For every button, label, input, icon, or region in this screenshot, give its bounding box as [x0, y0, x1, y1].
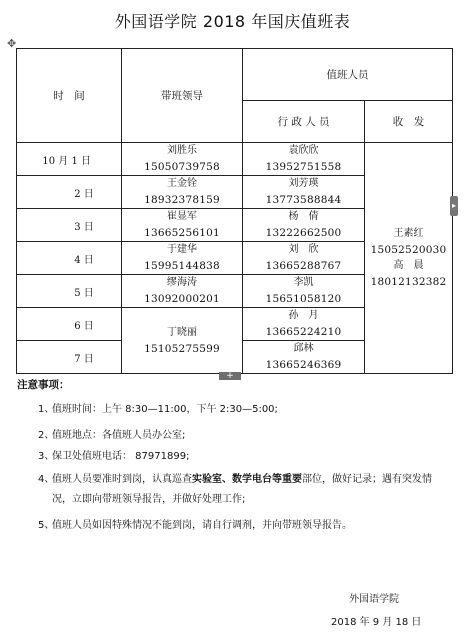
signature-org: 外国语学院: [349, 594, 399, 605]
note-text: [52, 470, 447, 510]
date-cell: 5 日: [17, 275, 122, 308]
note-text: 保卫处值班电话： 87971899;: [52, 451, 190, 462]
note-number: 5、: [38, 520, 55, 531]
admin-cell: [243, 275, 365, 308]
note-text: 值班人员如因特殊情况不能到岗，请自行调剂，并向带班领导报告。: [52, 520, 352, 531]
admin-name: 袁欣欣: [288, 145, 319, 156]
admin-phone: 13665288767: [265, 260, 342, 272]
leader-phone: 15105275599: [144, 342, 220, 355]
admin-cell: [243, 176, 365, 209]
admin-name: 孙 月: [288, 310, 319, 321]
reception-name-1: 王素红: [393, 228, 424, 239]
header-leader: 带班领导: [122, 49, 243, 143]
admin-name: 邱林: [293, 343, 314, 354]
date-cell: 4 日: [17, 242, 122, 275]
leader-phone: 13665256101: [144, 227, 220, 239]
leader-name: 丁晓丽: [167, 326, 197, 338]
note-item: [38, 447, 447, 467]
table-resize-handle-icon[interactable]: ▸: [450, 196, 458, 216]
leader-phone: 18932378159: [144, 194, 220, 206]
admin-cell: [243, 341, 365, 374]
note-item: [38, 470, 447, 510]
date-cell: 6 日: [17, 308, 122, 341]
admin-phone: 13222662500: [265, 227, 342, 239]
reception-phone-2: 18012132382: [370, 276, 447, 288]
header-time: 时 间: [17, 49, 122, 143]
header-duty-staff: 值班人员: [243, 49, 453, 101]
leader-name: 刘胜乐: [167, 145, 197, 156]
date-cell: 7 日: [17, 341, 122, 374]
duty-table: [16, 48, 453, 374]
leader-phone: 13092000201: [144, 293, 220, 305]
note-text: 值班时间：上午 8:30—11:00，下午 2:30—5:00;: [52, 404, 278, 415]
leader-phone: 15050739758: [144, 161, 220, 173]
add-row-icon[interactable]: +: [219, 372, 241, 380]
leader-cell: [122, 275, 243, 308]
admin-cell: [243, 209, 365, 242]
date-cell: 10 月 1 日: [17, 143, 122, 176]
note-number: 1、: [38, 404, 55, 415]
note-item: [38, 426, 447, 446]
admin-cell: [243, 242, 365, 275]
date-cell: 3 日: [17, 209, 122, 242]
notes-title: 注意事项：: [17, 379, 70, 391]
note-text-part: 值班人员要准时到岗，认真巡查: [52, 474, 192, 485]
admin-cell: [243, 143, 365, 176]
note-number: 3、: [38, 451, 55, 462]
header-admin-staff: 行 政 人 员: [243, 101, 365, 143]
reception-name-2: 高 晨: [393, 260, 424, 271]
note-number: 2、: [38, 430, 55, 441]
reception-cell: [365, 143, 453, 374]
admin-phone: 13952751558: [265, 161, 342, 173]
leader-cell: [122, 242, 243, 275]
leader-name: 于建华: [167, 244, 197, 255]
leader-cell: [122, 209, 243, 242]
note-item: [38, 516, 447, 536]
leader-cell-shared: [122, 308, 243, 374]
admin-phone: 13773588844: [265, 194, 342, 206]
leader-name: 崔显军: [167, 211, 197, 222]
leader-phone: 15995144838: [144, 260, 220, 272]
table-move-icon[interactable]: ✥: [7, 37, 17, 50]
admin-phone: 15651058120: [265, 293, 342, 305]
page-title: 外国语学院 2018 年国庆值班表: [114, 12, 351, 31]
admin-name: 李凯: [293, 277, 314, 288]
note-text: 值班地点：各值班人员办公室;: [52, 430, 186, 441]
header-reception: 收 发: [365, 101, 453, 143]
note-number: 4、: [38, 474, 55, 485]
admin-phone: 13665246369: [265, 359, 342, 371]
note-item: [38, 400, 447, 420]
table-row: [17, 143, 453, 176]
admin-name: 刘 欣: [288, 244, 319, 255]
leader-cell: [122, 176, 243, 209]
leader-cell: [122, 143, 243, 176]
admin-name: 杨 倩: [288, 211, 319, 222]
admin-name: 刘芳瑛: [288, 178, 319, 189]
leader-name: 王金铨: [167, 178, 197, 189]
signature-date: 2018 年 9 月 18 日: [331, 617, 422, 628]
admin-cell: [243, 308, 365, 341]
note-text-part: 部位，做好记录；遇有突发情况，立即向带班领导报告，并做好处理工作;: [52, 474, 432, 505]
note-text-bold: 实验室、数学电台等重要: [192, 474, 302, 485]
leader-name: 缪海涛: [167, 277, 197, 288]
reception-phone-1: 15052520030: [370, 244, 447, 256]
date-cell: 2 日: [17, 176, 122, 209]
admin-phone: 13665224210: [265, 326, 342, 338]
